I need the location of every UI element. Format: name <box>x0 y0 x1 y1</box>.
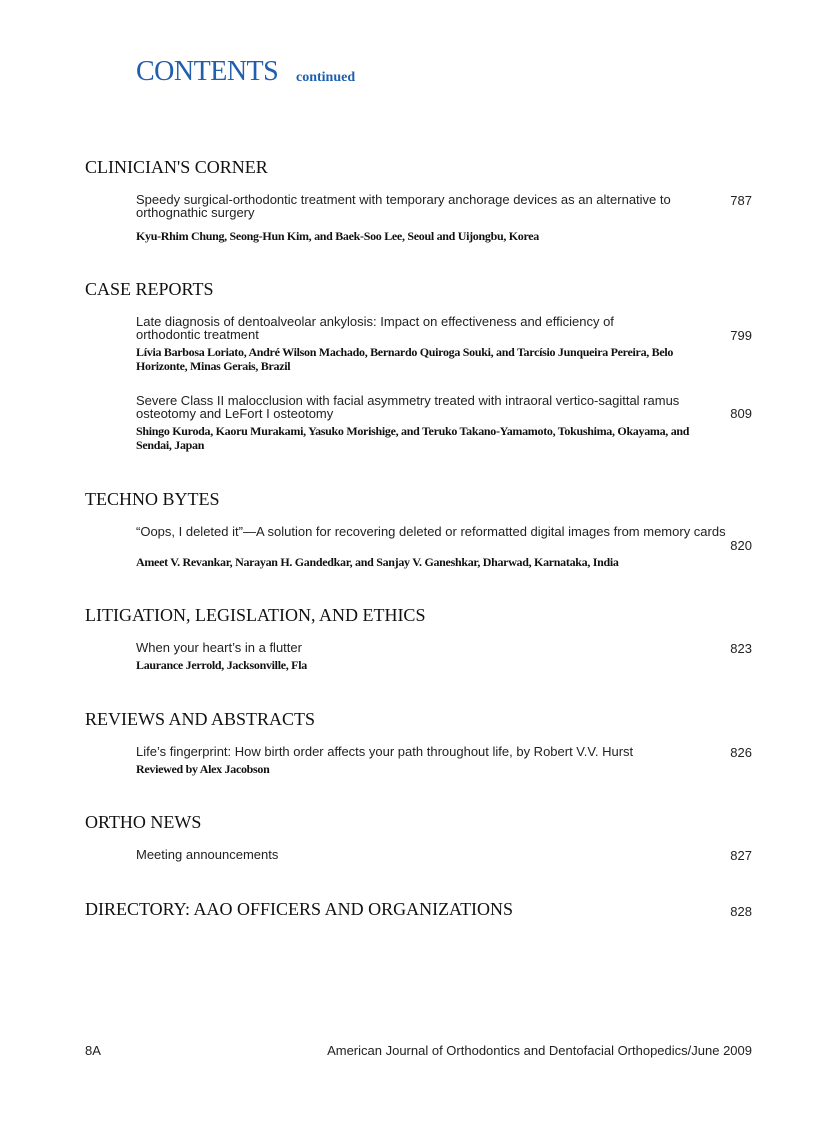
article-title[interactable]: Meeting announcements <box>136 847 279 862</box>
article-title[interactable]: “Oops, I deleted it”—A solution for recovering deleted or reformatted digital images from memory cards <box>136 524 726 539</box>
article-authors: Kyu-Rhim Chung, Seong-Hun Kim, and Baek-Soo Lee, Seoul and Uijongbu, Korea <box>136 229 539 243</box>
running-footer: American Journal of Orthodontics and Dentofacial Orthopedics/June 2009 <box>327 1043 752 1058</box>
section-heading: LITIGATION, LEGISLATION, AND ETHICS <box>85 605 426 625</box>
article-title[interactable]: Late diagnosis of dentoalveolar ankylosis: Impact on effectiveness and efficiency of orthodontic treatment <box>136 314 614 342</box>
section-heading: REVIEWS AND ABSTRACTS <box>85 709 316 729</box>
section-heading[interactable]: DIRECTORY: AAO OFFICERS AND ORGANIZATIONS <box>85 899 514 919</box>
article-authors: Lívia Barbosa Loriato, André Wilson Machado, Bernardo Quiroga Souki, and Tarcísio Junqueira Pereira, Belo Horizonte, Minas Gerais, Brazil <box>136 345 674 373</box>
article-authors: Shingo Kuroda, Kaoru Murakami, Yasuko Morishige, and Teruko Takano-Yamamoto, Tokushima, Okayama, and Sendai, Japan <box>136 424 690 452</box>
section-heading: TECHNO BYTES <box>85 489 220 509</box>
section-heading: ORTHO NEWS <box>85 812 202 832</box>
page-number: 787 <box>730 193 752 208</box>
article-title[interactable]: Speedy surgical-orthodontic treatment with temporary anchorage devices as an alternative to orthognathic surgery <box>136 192 671 220</box>
article-authors: Laurance Jerrold, Jacksonville, Fla <box>136 658 307 672</box>
page-number: 823 <box>730 641 752 656</box>
reviewer: Reviewed by Alex Jacobson <box>136 762 270 776</box>
section-heading: CASE REPORTS <box>85 279 214 299</box>
article-authors: Ameet V. Revankar, Narayan H. Gandedkar, and Sanjay V. Ganeshkar, Dharwad, Karnataka, India <box>136 555 619 569</box>
page-subtitle: continued <box>296 70 356 85</box>
folio: 8A <box>85 1043 101 1058</box>
section-heading: CLINICIAN'S CORNER <box>85 157 268 177</box>
page-number: 809 <box>730 406 752 421</box>
page-number: 827 <box>730 848 752 863</box>
page-number: 828 <box>730 904 752 919</box>
article-title[interactable]: When your heart’s in a flutter <box>136 640 302 655</box>
page-title: CONTENTS <box>136 56 279 87</box>
page-number: 820 <box>730 538 752 553</box>
article-title[interactable]: Severe Class II malocclusion with facial asymmetry treated with intraoral vertico-sagittal ramus osteotomy and LeFort I osteotomy <box>136 393 680 421</box>
page-number: 799 <box>730 328 752 343</box>
article-title[interactable]: Life’s fingerprint: How birth order affects your path throughout life, by Robert V.V. Hurst <box>136 744 634 759</box>
page-number: 826 <box>730 745 752 760</box>
